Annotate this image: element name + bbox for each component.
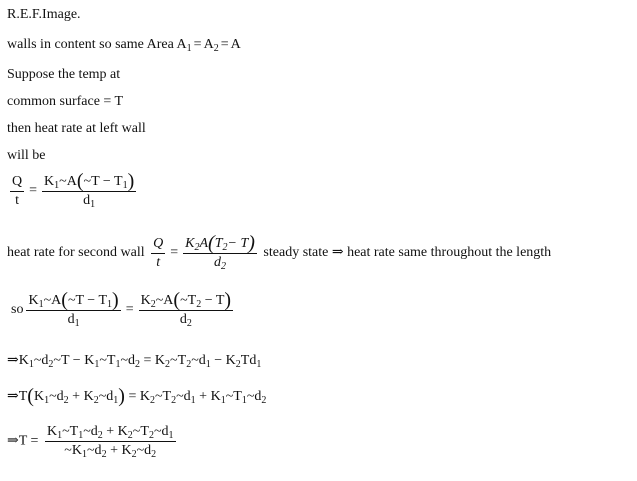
lc-ns2: 1 (78, 430, 84, 441)
heat2-minus-t: − T (227, 236, 249, 251)
so-l-inner-sub: 1 (107, 299, 113, 310)
heat2-lparen: ( (208, 232, 215, 254)
lb-rparen: ) (118, 385, 125, 407)
lc-d1: ~K (64, 443, 82, 458)
heat2-equals: = (170, 245, 179, 261)
lc-ns5: 2 (148, 430, 154, 441)
lb-s11: 2 (261, 395, 267, 406)
para-text-2: common surface = T (7, 94, 124, 109)
la-p6: = K (140, 353, 166, 368)
derivation-line-c (7, 424, 179, 459)
lb-s3: 2 (63, 395, 69, 406)
lb-p9: + K (195, 389, 221, 404)
lc-num (45, 424, 176, 442)
eq1-inner: ~T − T (83, 174, 123, 189)
lb-p10: ~T (225, 389, 242, 404)
so-l-d-sub: 1 (74, 318, 80, 329)
eq1-lparen: ( (76, 170, 84, 192)
so-r-d: d (179, 312, 187, 327)
eq1-lhs-den: t (15, 192, 19, 208)
heat2-rparen: ) (248, 232, 255, 254)
eq1-rest: ~A (59, 174, 77, 189)
lc-d3: + K (106, 443, 132, 458)
so-r-rest: ~A (155, 293, 174, 308)
eq1-rparen: ) (127, 170, 135, 192)
heat2-t2-sub: 2 (222, 242, 228, 253)
eq1-d: d (83, 193, 91, 208)
so-rhs-fraction (139, 289, 234, 329)
derivation-line-b (7, 385, 267, 407)
la-s8: 1 (205, 359, 211, 370)
so-lhs-den (26, 311, 120, 328)
so-rhs-num (139, 289, 234, 311)
so-l-rest: ~A (43, 293, 62, 308)
lb-s8: 1 (190, 395, 196, 406)
area-text: walls in content so same Area (7, 37, 177, 52)
lc-d4: ~d (136, 443, 152, 458)
lc-n4: + K (102, 424, 128, 439)
para-text-3: then heat rate at left wall (7, 121, 146, 136)
lc-ds2: 2 (101, 449, 107, 460)
lb-s5: 1 (113, 395, 119, 406)
la-s7: 2 (186, 359, 192, 370)
lc-ds1: 1 (81, 449, 87, 460)
para-line-2 (7, 93, 123, 111)
la-p4: ~T (99, 353, 116, 368)
so-r-inner-a: ~T (180, 293, 197, 308)
la-s4: 1 (115, 359, 121, 370)
lb-s6: 2 (149, 395, 155, 406)
para-text-4: will be (7, 148, 46, 163)
so-r-k-sub: 2 (150, 299, 156, 310)
la-p7: ~T (170, 353, 187, 368)
lb-p11: ~d (246, 389, 262, 404)
lc-n3: ~d (83, 424, 98, 439)
la-s1: 1 (28, 359, 34, 370)
so-l-lparen: ( (61, 289, 68, 311)
heat2-k-sub: 2 (194, 242, 200, 253)
lc-fraction (45, 424, 176, 459)
heat2-a: A (199, 236, 209, 251)
eq1-k-sub: 1 (54, 180, 60, 191)
para-line-4 (7, 147, 46, 165)
so-word: so (11, 302, 24, 318)
area-eq2: = (220, 37, 229, 52)
doc-title (7, 6, 81, 24)
lc-n1: K (46, 424, 58, 439)
la-p10: Td (240, 353, 257, 368)
derivation-line-a (7, 352, 261, 370)
so-l-rparen: ) (112, 289, 119, 311)
lb-s9: 1 (220, 395, 226, 406)
heat2-text: heat rate for second wall (7, 245, 149, 261)
area-a1: A (176, 37, 187, 52)
lb-s4: 2 (93, 395, 99, 406)
lc-lhs: ⇒T = (7, 433, 42, 449)
lb-s2: 1 (44, 395, 50, 406)
la-s2: 2 (48, 359, 54, 370)
la-p1: ⇒K (7, 353, 29, 368)
eq1-lhs-num: Q (10, 174, 24, 192)
heat2-rhs-num (183, 232, 257, 254)
so-equals: = (125, 302, 134, 318)
la-p2: ~d (33, 353, 49, 368)
lc-ns6: 1 (168, 430, 174, 441)
lc-ns3: 2 (97, 430, 103, 441)
heat2-t2: T (214, 236, 223, 251)
lc-ns1: 1 (57, 430, 63, 441)
area-line (7, 36, 241, 54)
para-line-3 (7, 120, 146, 138)
la-s9: 2 (235, 359, 241, 370)
so-rhs-den (139, 311, 234, 328)
lc-n2: ~T (62, 424, 79, 439)
lb-p4: + K (68, 389, 94, 404)
area-eq1: = (193, 37, 202, 52)
heat2-rhs-fraction (183, 232, 257, 272)
so-l-k-sub: 1 (38, 299, 44, 310)
title-text: R.E.F.Image. (7, 7, 81, 22)
eq1-k: K (44, 174, 55, 189)
para-text-1: Suppose the temp at (7, 67, 121, 82)
la-p9: − K (210, 353, 236, 368)
lb-p6: = K (124, 389, 150, 404)
so-r-inner-sub: 2 (196, 299, 202, 310)
la-s5: 2 (135, 359, 141, 370)
eq1-d-sub: 1 (90, 199, 96, 210)
heat2-lhs-den: t (156, 254, 161, 270)
lb-s7: 2 (171, 395, 177, 406)
heat2-d: d (214, 255, 222, 270)
lc-ns4: 2 (127, 430, 133, 441)
lc-n5: ~T (132, 424, 149, 439)
so-r-inner-b: − T (201, 293, 225, 308)
lb-p1: ⇒T (7, 389, 28, 404)
area-a: A (230, 37, 241, 52)
so-r-rparen: ) (224, 289, 232, 311)
la-p5: ~d (120, 353, 136, 368)
lc-n6: ~d (153, 424, 169, 439)
eq1-rhs-num (42, 170, 136, 192)
la-p8: ~d (191, 353, 206, 368)
so-r-lparen: ( (173, 289, 181, 311)
la-s3: 1 (94, 359, 100, 370)
lb-lparen: ( (27, 385, 34, 407)
area-a2-sub: 2 (213, 43, 219, 54)
lc-den (45, 442, 176, 459)
heat2-k: K (185, 236, 195, 251)
so-lhs-fraction (26, 289, 120, 329)
eq1-rhs-fraction (42, 170, 136, 210)
lb-p7: ~T (154, 389, 172, 404)
la-s6: 2 (165, 359, 171, 370)
so-l-d: d (67, 312, 75, 327)
lb-p8: ~d (176, 389, 191, 404)
heat2-tail: steady state ⇒ heat rate same throughout the length (259, 245, 552, 261)
para-line-1 (7, 66, 120, 84)
so-r-d-sub: 2 (186, 318, 192, 329)
so-lhs-num (26, 289, 120, 311)
equation-1 (7, 170, 139, 210)
so-r-k: K (140, 293, 151, 308)
eq1-inner-sub: 1 (122, 180, 128, 191)
eq1-lhs-fraction (10, 174, 24, 209)
lc-ds3: 2 (131, 449, 137, 460)
so-l-k: K (28, 293, 39, 308)
heat-second-wall (7, 232, 552, 272)
area-a1-sub: 1 (186, 43, 192, 54)
la-p3: ~T − K (53, 353, 95, 368)
heat2-rhs-den (183, 254, 257, 271)
eq1-equals: = (29, 183, 38, 199)
lc-d2: ~d (86, 443, 102, 458)
heat2-lhs-fraction (151, 236, 165, 271)
heat2-d-sub: 2 (221, 261, 227, 272)
lb-p5: ~d (98, 389, 114, 404)
so-l-inner: ~T − T (67, 293, 108, 308)
area-a2: A (203, 37, 214, 52)
lc-ds4: 2 (151, 449, 157, 460)
heat2-lhs-num: Q (151, 236, 165, 254)
so-equation (7, 289, 236, 329)
lb-p3: ~d (49, 389, 64, 404)
lb-s10: 1 (241, 395, 247, 406)
eq1-rhs-den (42, 192, 136, 209)
la-s10: 1 (256, 359, 262, 370)
lb-p2: K (33, 389, 45, 404)
